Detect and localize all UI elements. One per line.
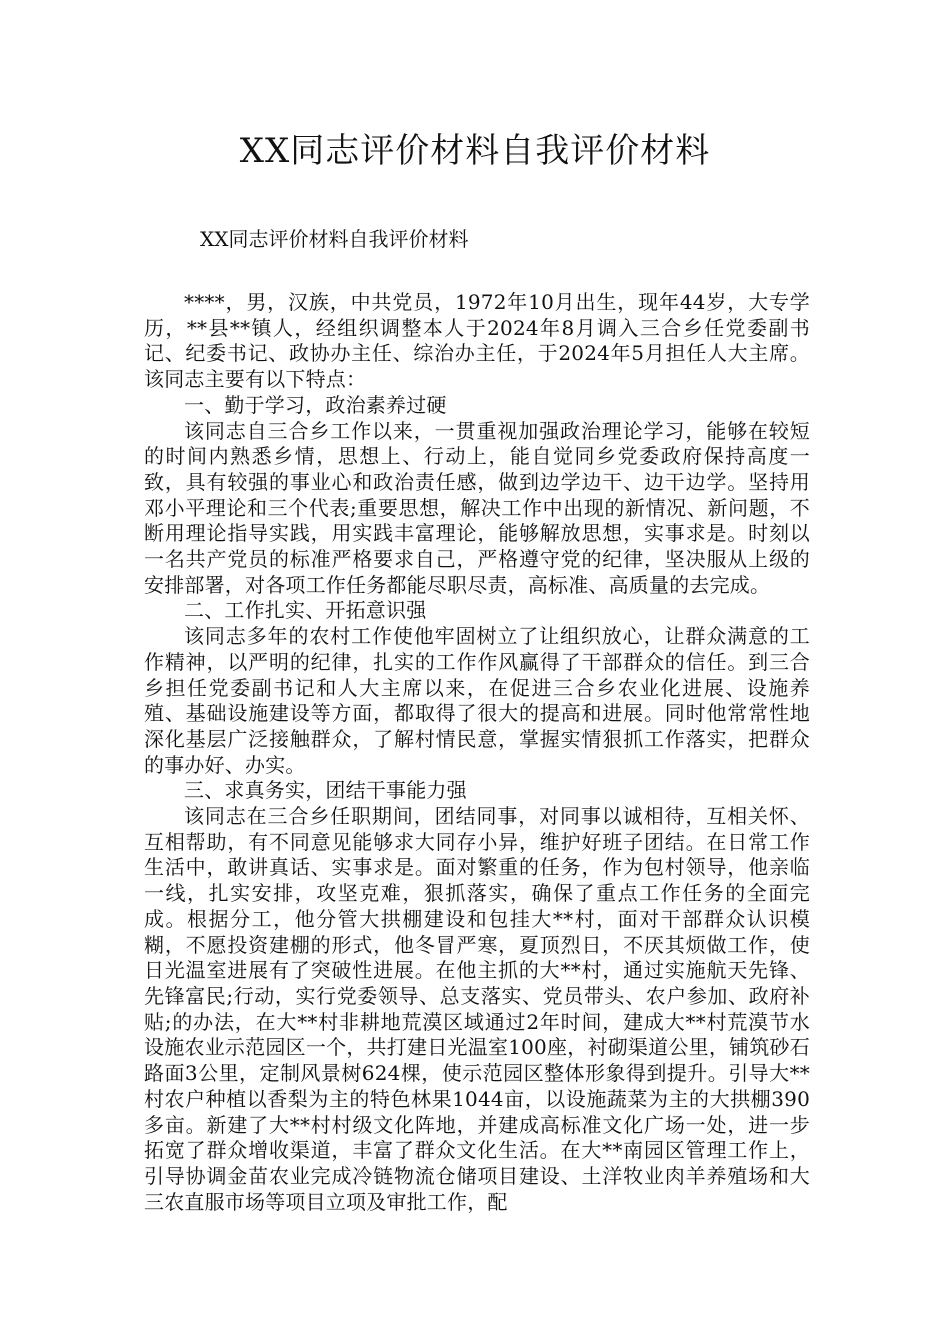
section-paragraph: 该同志多年的农村工作使他牢固树立了让组织放心，让群众满意的工作精神，以严明的纪律，扎实的工作作风赢得了干部群众的信任。到三合乡担任党委副书记和人大主席以来，在促进三合乡农业化进展、设施养殖、基础设施建设等方面，都取得了很大的提高和进展。同时他常常性地深化基层广泛接触群众，了解村情民意，掌握实情狠抓工作落实，把群众的事办好、办实。 xyxy=(144,624,810,777)
section-paragraph: 该同志自三合乡工作以来，一贯重视加强政治理论学习，能够在较短的时间内熟悉乡情，思想上、行动上，能自觉同乡党委政府保持高度一致，具有较强的事业心和政治责任感，做到边学边干、边干边学。坚持用邓小平理论和三个代表;重要思想，解决工作中出现的新情况、新问题，不断用理论指导实践，用实践丰富理论，能够解放思想，实事求是。时刻以一名共产党员的标准严格要求自己，严格遵守党的纪律，坚决服从上级的安排部署，对各项工作任务都能尽职尽责，高标准、高质量的去完成。 xyxy=(144,418,810,597)
document-title: XX同志评价材料自我评价材料 xyxy=(239,131,711,171)
intro-paragraph: ****，男，汉族，中共党员，1972年10月出生，现年44岁，大专学历，**县**镇人，经组织调整本人于2024年8月调入三合乡任党委副书记、纪委书记、政协办主任、综治办主任，于2024年5月担任人大主席。该同志主要有以下特点： xyxy=(144,290,810,392)
section-paragraph: 该同志在三合乡任职期间，团结同事，对同事以诚相待，互相关怀、互相帮助，有不同意见能够求大同存小异，维护好班子团结。在日常工作生活中，敢讲真话、实事求是。面对繁重的任务，作为包村领导，他亲临一线，扎实安排，攻坚克难，狠抓落实，确保了重点工作任务的全面完成。根据分工，他分管大拱棚建设和包挂大**村，面对干部群众认识模糊，不愿投资建棚的形式，他冬冒严寒，夏顶烈日，不厌其烦做工作，使日光温室进展有了突破性进展。在他主抓的大**村，通过实施航天先锋、先锋富民;行动，实行党委领导、总支落实、党员带头、农户参加、政府补贴;的办法，在大**村非耕地荒漠区域通过2年时间，建成大**村荒漠节水设施农业示范园区一个，共打建日光温室100座，衬砌渠道公里，铺筑砂石路面3公里，定制风景树624棵，使示范园区整体形象得到提升。引导大**村农户种植以香梨为主的特色林果1044亩，以设施蔬菜为主的大拱棚390多亩。新建了大**村村级文化阵地，并建成高标准文化广场一处，进一步拓宽了群众增收渠道，丰富了群众文化生活。在大**南园区管理工作上，引导协调金苗农业完成冷链物流仓储项目建设、土洋牧业肉羊养殖场和大三农直服市场等项目立项及审批工作，配 xyxy=(144,804,810,1214)
document-body xyxy=(144,290,810,1215)
document-subtitle: XX同志评价材料自我评价材料 xyxy=(200,227,469,251)
section-heading: 一、勤于学习，政治素养过硬 xyxy=(184,392,447,417)
section-heading: 三、求真务实，团结干事能力强 xyxy=(184,778,467,803)
section-heading: 二、工作扎实、开拓意识强 xyxy=(184,598,427,623)
